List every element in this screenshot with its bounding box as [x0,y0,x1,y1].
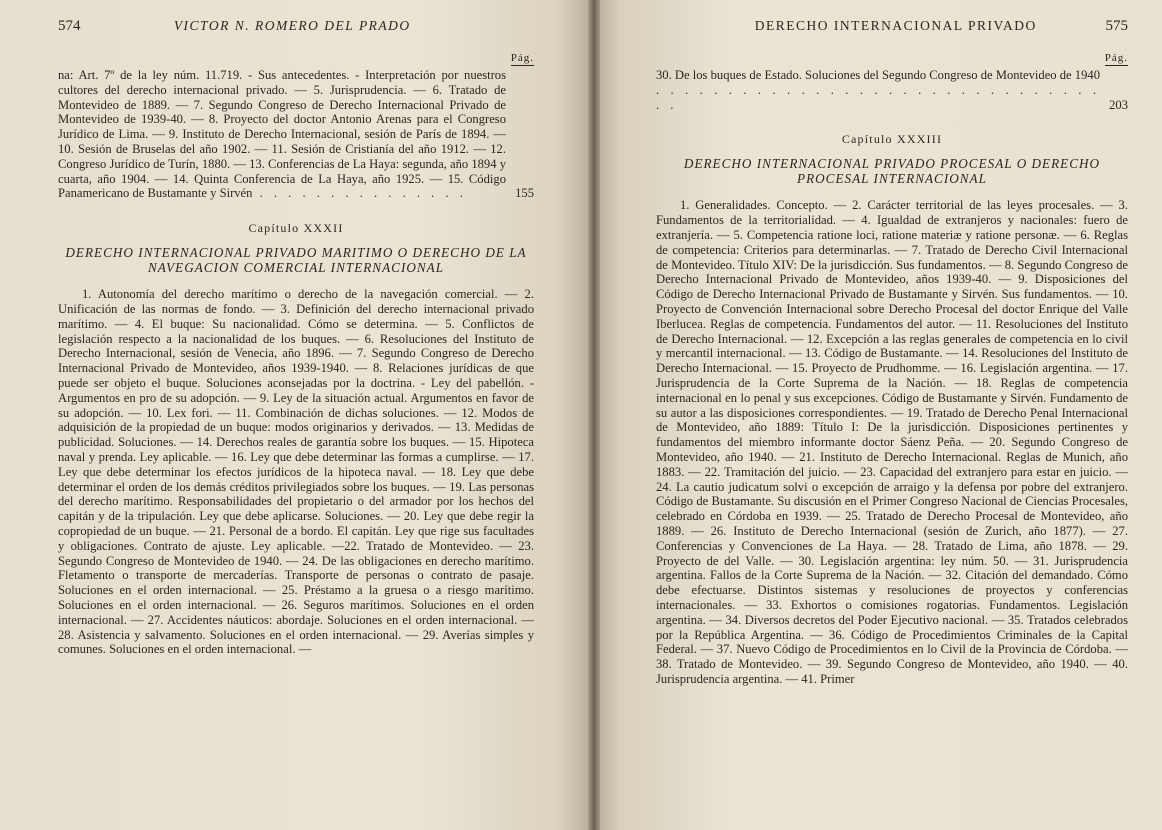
toc-page-ref: 203 [1109,97,1128,112]
chapter-label: Capítulo XXXIII [841,132,943,147]
book-gutter [588,0,600,830]
right-page [592,0,1162,830]
running-head-title: VICTOR N. ROMERO DEL PRADO [173,18,411,33]
dot-leader: . . . . . . . . . . . . . . . [252,186,467,201]
running-head-title: DERECHO INTERNACIONAL PRIVADO [754,18,1037,33]
dot-leader: . . . . . . . . . . . . . . . . . . . . . . . . . . . . . . . . . [656,82,1100,112]
running-head [656,18,1128,44]
page-number: 575 [1105,18,1128,34]
chapter-title: DERECHO INTERNACIONAL PRIVADO PROCESAL O DERECHO PROCESAL INTERNACIONAL [683,156,1101,186]
toc-entry-text: na: Art. 7º de la ley núm. 11.719. - Sus antecedentes. - Interpretación por nuestros cultores del derecho internacional privado. — 5. Jurisprudencia. — 6. Tratado de Montevideo de 1889. — 7. Segundo Congreso de Derecho Internacional Privado de Montevideo de 1939-40. — 8. Proyecto del doctor Antonio Arenas para el Congreso Jurídico de Lima. — 9. Instituto de Derecho Internacional, sesión de París de 1894. — 10. Sesión de Bruselas del año 1902. — 11. Sesión de Cristianía del año 1912. — 12. Congreso Jurídico de Turín, 1880. — 13. Conferencias de La Haya: segunda, año 1894 y cuarta, año 1904. — 14. Quinta Conferencia de La Haya, año 1925. — 15. Código Panamericano de Bustamante y Sirvén [58,68,506,201]
pag-column-label: Pág. [1104,52,1128,64]
chapter-label: Capítulo XXXII [248,221,344,236]
page-number: 574 [58,18,81,34]
pag-column-label: Pág. [510,52,534,64]
toc-entry-text: 30. De los buques de Estado. Soluciones del Segundo Congreso de Montevideo de 1940 [656,68,1100,82]
running-head [58,18,534,44]
chapter-contents: 1. Autonomía del derecho marítimo o derecho de la navegación comercial. — 2. Unificación de las normas de fondo. — 3. Definición del derecho internacional privado marítimo. — 4. El buque: Su nacionalidad. Cómo se determina. — 5. Conflictos de legislación respecto a la nacionalidad de los buques. — 6. Resoluciones del Instituto de Derecho Internacional, sesión de Venecia, año 1896. — 7. Segundo Congreso de Derecho Internacional Privado de Montevideo, años 1939-1940. — 8. Relaciones jurídicas de que puede ser objeto el buque. Soluciones aconsejadas por la doctrina. - Ley del pabellón. - Argumentos en pro de su adopción. — 9. Ley de la situación actual. Argumentos en favor de su adopción. — 10. Lex fori. — 11. Combinación de dichas soluciones. — 12. Modos de adquisición de la propiedad de un buque: modos originarios y derivados. — 13. Medidas de publicidad. Soluciones. — 14. Derechos reales de garantía sobre los buques. — 15. Hipoteca naval y prenda. Ley aplicable. — 16. Ley que debe determinar las formas a cumplirse. — 17. Ley que debe determinar los efectos jurídicos de la hipoteca naval. — 18. Ley que debe determinar el orden de los demás créditos privilegiados sobre los buques. — 19. Las personas del derecho marítimo. Responsabilidades del propietario o del armador por los hechos del capitán y de la tripulación. Ley que debe aplicarse. Soluciones. — 20. Ley que debe regir la copropiedad de un buque. — 21. Personal de a bordo. El capitán. Ley que rige sus facultades y obligaciones. Contrato de ajuste. Ley aplicable. —22. Tratado de Montevideo. — 23. Segundo Congreso de Montevideo de 1940. — 24. De las obligaciones en derecho marítimo. Fletamento o transporte de mercaderías. Transporte de personas o contrato de pasaje. Soluciones en el orden internacional. — 25. Préstamo a la gruesa o a riesgo marítimo. Soluciones en el orden internacional. — 26. Seguros marítimos. Soluciones en el orden internacional. — 27. Accidentes náuticos: abordaje. Soluciones en el orden internacional. — 28. Asistencia y salvamento. Soluciones en el orden internacional. — 29. Averías simples y comunes. Soluciones en el orden internacional. — [58,287,534,657]
toc-page-ref: 155 [515,186,534,201]
toc-entry [58,68,534,201]
toc-entry [656,68,1128,112]
chapter-contents: 1. Generalidades. Concepto. — 2. Carácter territorial de las leyes procesales. — 3. Fundamentos de la territorialidad. — 4. Igualdad de extranjeros y nacionales: fuero de extranjería. — 5. Competencia ratione loci, ratione materiæ y ratione personæ. — 6. Reglas de competencia: Criterios para determinarlas. — 7. Tratado de Derecho Civil Internacional de Montevideo. Título XIV: De la jurisdicción. Sus fundamentos. — 8. Segundo Congreso de Derecho Internacional Privado de Montevideo, años 1939-40. — 9. Disposiciones del Código de Derecho Internacional Privado de Bustamante y Sirvén. Sus fundamentos. — 10. Proyecto de Convención Internacional sobre Derecho Procesal del doctor Enrique del Valle Iberlucea. Reglas de competencia. Fundamentos del autor. — 11. Resoluciones del Instituto de Derecho Internacional. — 12. Excepción a las reglas generales de competencia en lo civil y mercantil internacional. — 13. Código de Bustamante. — 14. Resoluciones del Instituto de Derecho Internacional. — 15. Proyecto de Prudhomme. — 16. Legislación argentina. — 17. Jurisprudencia de la Corte Suprema de la Nación. — 18. Reglas de competencia internacional en lo penal y sus excepciones. Código de Bustamante y Sirvén. Fundamento de su autor a las disposiciones correspondientes. — 19. Tratado de Derecho Penal Internacional de Montevideo, año 1889: Título I: De la jurisdicción. Disposiciones pertinentes y fundamentos del miembro informante doctor Sáenz Peña. — 20. Segundo Congreso de Montevideo, año 1940. — 21. Instituto de Derecho Internacional. Reglas de Munich, año 1883. — 22. Tramitación del juicio. — 23. Capacidad del extranjero para estar en juicio. —24. La cautio judicatum solvi o excepción de arraigo y la defensa por pobre del extranjero. Código de Bustamante. Su discusión en el Primer Congreso Nacional de Ciencias Procesales, celebrado en Córdoba en 1939. — 25. Tratado de Derecho Procesal de Montevideo, año 1889. — 26. Instituto de Derecho Internacional (sesión de Zurich, año 1877). — 27. Conferencias y Convenciones de La Haya. — 28. Tratado de Lima, año 1878. — 29. Proyecto de del Valle. — 30. Legislación argentina: ley núm. 50. — 31. Jurisprudencia argentina. Fallos de la Corte Suprema de la Nación. — 32. Citación del demandado. Cómo debe efectuarse. Distintos sistemas y resoluciones de proyectos y conferencias internacionales. — 33. Exhortos o comisiones rogatorias. Fundamentos. Legislación argentina. — 34. Diversos decretos del Poder Ejecutivo nacional. — 35. Tratados celebrados por la República Argentina. — 36. Código de Procedimientos Criminales de la Capital Federal. — 37. Nuevo Código de Procedimientos en lo Civil de la Provincia de Córdoba. — 38. Tratado de Montevideo. — 39. Segundo Congreso de Montevideo, año 1940. — 40. Jurisprudencia argentina. — 41. Primer [656,198,1128,686]
chapter-title: DERECHO INTERNACIONAL PRIVADO MARITIMO O DERECHO DE LA NAVEGACION COMERCIAL INTERNACIONAL [65,245,527,275]
